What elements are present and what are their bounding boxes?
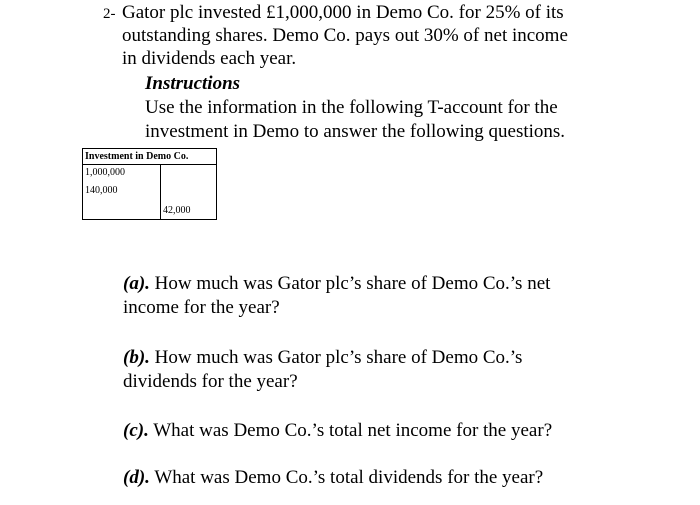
problem-intro-line-3: in dividends each year. xyxy=(122,48,297,69)
instructions-line-2: investment in Demo to answer the following questions. xyxy=(145,121,566,142)
question-d-label: (d). xyxy=(123,467,150,488)
question-c-line-1 xyxy=(123,419,552,442)
problem-intro-line-1: Gator plc invested £1,000,000 in Demo Co. for 25% of its xyxy=(122,2,564,23)
question-b-label: (b). xyxy=(123,347,150,368)
question-b-line-1 xyxy=(123,346,522,369)
t-account-title: Investment in Demo Co. xyxy=(83,149,216,165)
question-a-text: How much was Gator plc’s share of Demo Co.’s net xyxy=(149,273,551,294)
t-account-credit-1: 42,000 xyxy=(163,205,191,216)
question-c-label: (c). xyxy=(123,420,149,441)
question-a-line-2: income for the year? xyxy=(123,297,280,318)
question-a-label: (a). xyxy=(123,273,150,294)
t-account xyxy=(82,148,217,220)
problem-intro-line-2: outstanding shares. Demo Co. pays out 30% of net income xyxy=(122,25,568,46)
question-b-text: How much was Gator plc’s share of Demo Co.’s xyxy=(149,347,523,368)
question-c-text: What was Demo Co.’s total net income for the year? xyxy=(148,420,553,441)
problem-number: 2- xyxy=(103,6,116,22)
question-b-line-2: dividends for the year? xyxy=(123,371,298,392)
question-d-text: What was Demo Co.’s total dividends for the year? xyxy=(149,467,544,488)
t-account-divider xyxy=(160,164,161,219)
question-a-line-1 xyxy=(123,272,550,295)
instructions-heading: Instructions xyxy=(145,73,241,94)
t-account-debit-2: 140,000 xyxy=(85,185,118,196)
instructions-line-1: Use the information in the following T-account for the xyxy=(145,97,558,118)
question-d-line-1 xyxy=(123,466,543,489)
t-account-debit-1: 1,000,000 xyxy=(85,167,125,178)
